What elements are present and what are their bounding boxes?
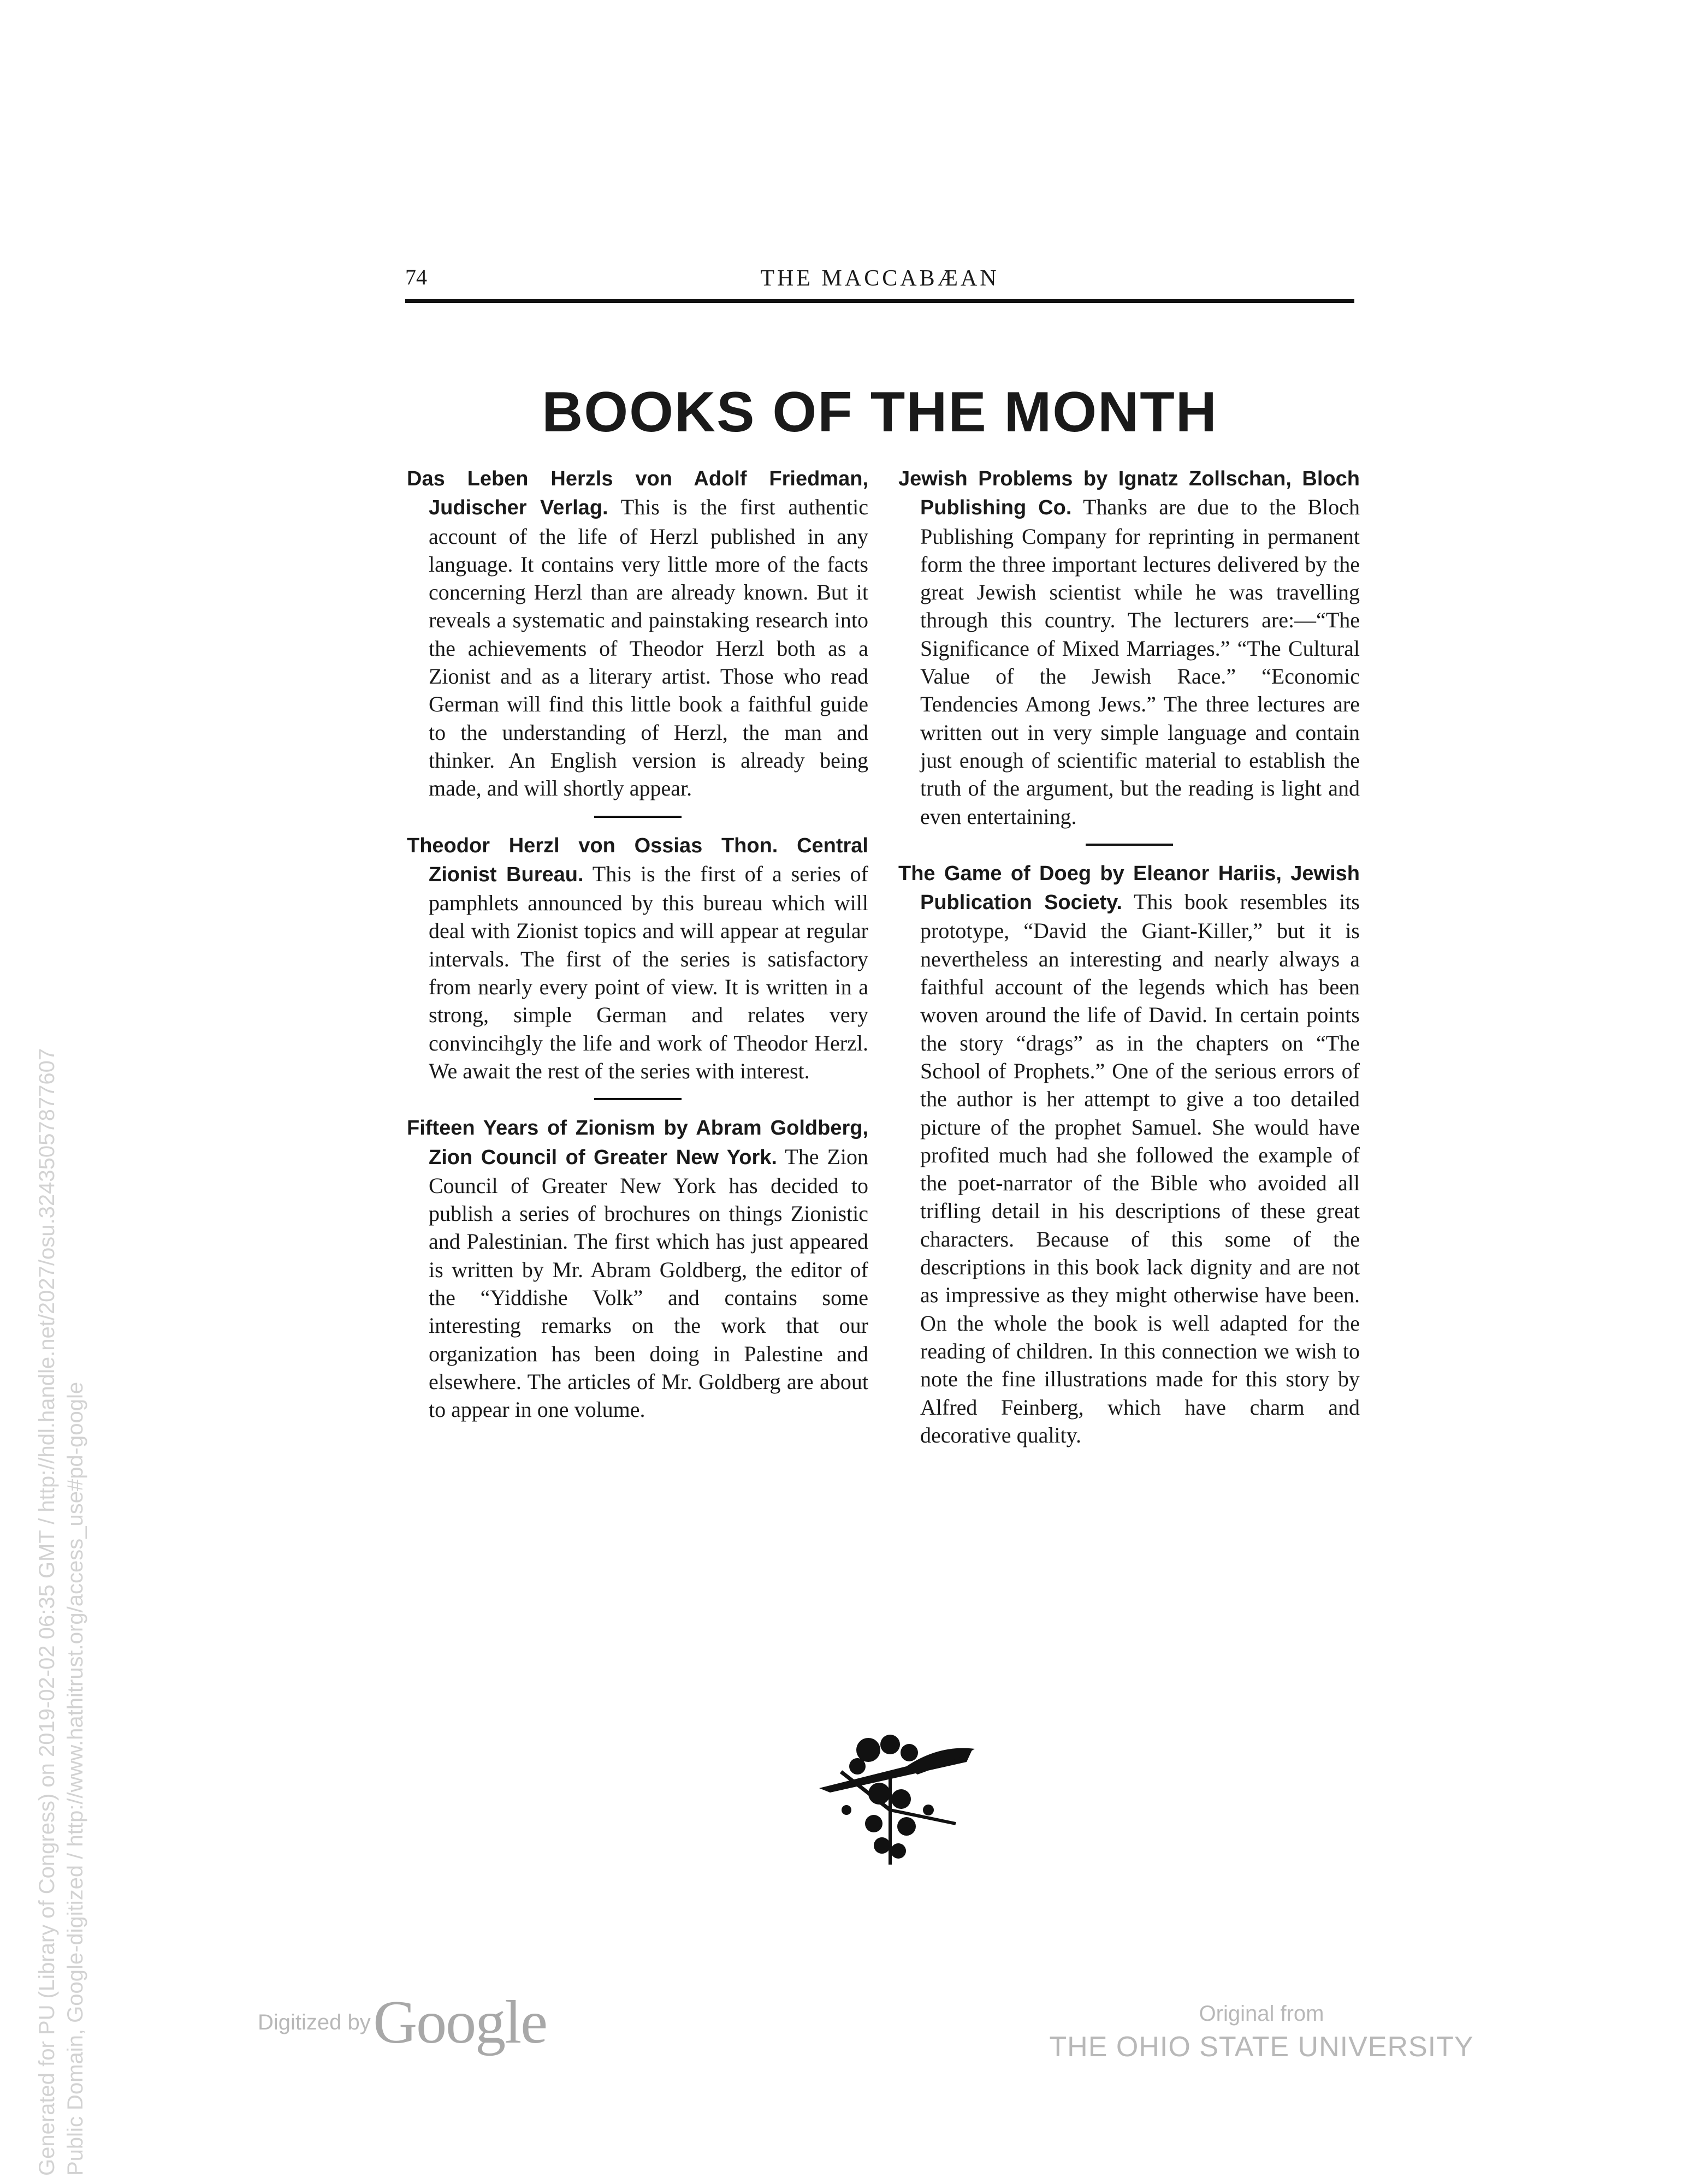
- review-entry: [407, 464, 868, 803]
- floral-quill-ornament-icon: [808, 1728, 983, 1870]
- access-watermark: [33, 756, 90, 2176]
- review-heading: Fifteen Years of Zionism by Abram Goldberg, Zion Council of Greater New York.: [407, 1117, 868, 1169]
- running-title: THE MACCABÆAN: [760, 266, 999, 291]
- right-column: [898, 464, 1360, 1449]
- original-from-label: Original from: [1199, 2002, 1324, 2026]
- digitized-by-notice: [258, 1987, 547, 2064]
- review-heading: Das Leben Herzls von Adolf Friedman, Judischer Verlag.: [407, 467, 868, 520]
- review-entry: [407, 1113, 868, 1423]
- review-heading: The Game of Doeg by Eleanor Hariis, Jewish Publication Society.: [898, 862, 1360, 915]
- watermark-line: Public Domain, Google-digitized / http://www.hathitrust.org/access_use#pd-google: [63, 1381, 87, 2176]
- section-divider: [1086, 844, 1173, 846]
- review-body: This is the first authentic account of the life of Herzl published in any language. It contains very little more of the facts concerning Herzl than are already known. But it reveals a systematic and painstaking research into the achievements of Theodor Herzl both as a Zionist and as a literary artist. Those who read German will find this little book a faithful guide to the understanding of Herzl, the man and thinker. An English version is already being made, and will shortly appear.: [429, 495, 868, 801]
- google-logo: Google: [373, 1989, 547, 2056]
- page-number: 74: [405, 265, 427, 289]
- review-entry: [898, 859, 1360, 1449]
- review-body: This is the first of a series of pamphlets announced by this bureau which will deal with Zionist topics and will appear at regular intervals. The first of the series is satisfactory from nearly every point of view. It is written in a strong, simple German and relates very convincihgly the life and work of Theodor Herzl. We await the rest of the series with interest.: [429, 861, 868, 1083]
- watermark-line: Generated for PU (Library of Congress) on 2019-02-02 06:35 GMT / http://hdl.handle.net/2027/osu.32435057877607: [35, 1048, 59, 2176]
- review-entry: [898, 464, 1360, 830]
- original-source-notice: [1038, 1998, 1485, 2065]
- review-heading: Theodor Herzl von Ossias Thon. Central Zionist Bureau.: [407, 834, 868, 886]
- review-heading: Jewish Problems by Ignatz Zollschan, Bloch Publishing Co.: [898, 467, 1360, 520]
- section-divider: [594, 816, 682, 818]
- university-name: THE OHIO STATE UNIVERSITY: [1049, 2031, 1474, 2063]
- review-body: This book resembles its prototype, “David the Giant-Killer,” but it is nevertheless an interesting and nearly always a faithful account of the legends which has been woven around the life of David. In certain points the story “drags” as in the chapters on “The School of Prophets.” One of the serious errors of the author is her attempt to give a too detailed picture of the prophet Samuel. She would have profited much had she followed the example of the poet-narrator of the Bible who avoided all trifling detail in his descriptions of these great characters. Because of this some of the descriptions in this book lack dignity and are not as impressive as they might otherwise have been. On the whole the book is well adapted for the reading of children. In this connection we wish to note the fine illustrations made for this story by Alfred Feinberg, which have charm and decorative quality.: [920, 889, 1360, 1447]
- section-divider: [594, 1098, 682, 1100]
- digitized-by-label: Digitized by: [258, 2010, 371, 2034]
- left-column: [407, 464, 868, 1424]
- review-body: The Zion Council of Greater New York has decided to publish a series of brochures on things Zionistic and Palestinian. The first which has just appeared is written by Mr. Abram Goldberg, the editor of the “Yiddishe Volk” and contains some interesting remarks on the work that our organization has been doing in Palestine and elsewhere. The articles of Mr. Goldberg are about to appear in one volume.: [429, 1144, 868, 1422]
- page-title: BOOKS OF THE MONTH: [542, 381, 1218, 444]
- review-body: Thanks are due to the Bloch Publishing Company for reprinting in permanent form the three important lectures delivered by the great Jewish scientist while he was travelling through this country. The lecturers are:—“The Significance of Mixed Marriages.” “The Cultural Value of the Jewish Race.” “Economic Tendencies Among Jews.” The three lectures are written out in very simple language and contain just enough of scientific material to establish the truth of the argument, but the reading is light and even entertaining.: [920, 495, 1360, 829]
- review-entry: [407, 831, 868, 1085]
- running-header: [405, 261, 1354, 303]
